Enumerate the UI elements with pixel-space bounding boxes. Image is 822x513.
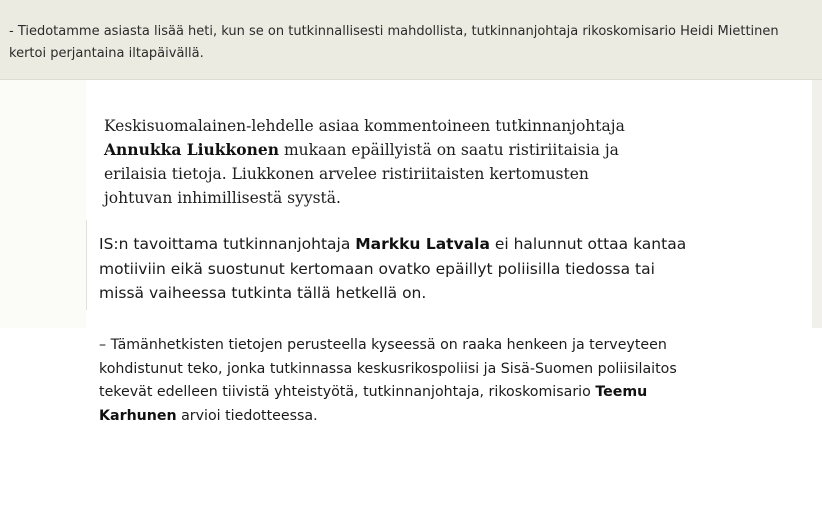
person-name-liukkonen: Annukka Liukkonen — [104, 140, 280, 159]
paragraph-text-before: Keskisuomalainen-lehdelle asiaa kommentoineen tutkinnanjohtaja — [104, 117, 625, 135]
paragraph-text-after: mukaan epäillyistä on saatu ristiriitaisia ja erilaisia tietoja. Liukkonen arvelee ristiriitaisten kertomusten johtuvan inhimillisestä syystä. — [104, 141, 619, 207]
article-paragraph-latvala — [99, 232, 689, 306]
article-paragraph-liukkonen — [104, 114, 644, 210]
top-quote-text: - Tiedotamme asiasta lisää heti, kun se on tutkinnallisesti mahdollista, tutkinnanjohtaja rikoskomisario Heidi Miettinen kertoi perjantaina iltapäivällä. — [9, 24, 779, 61]
paragraph-text-before: – Tämänhetkisten tietojen perusteella kyseessä on raaka henkeen ja terveyteen kohdistunut teko, jonka tutkinnassa keskusrikospoliisi ja Sisä-Suomen poliisilaitos tekevät edelleen tiivistä yhteistyötä, tutkinnanjohtaja, rikoskomisario — [99, 337, 677, 400]
article-paragraph-karhunen — [99, 334, 679, 428]
person-name-latvala: Markku Latvala — [355, 235, 490, 253]
paragraph-text-after: ei halunnut ottaa kantaa motiiviin eikä suostunut kertomaan ovatko epäillyt poliisilla tiedossa tai missä vaiheessa tutkinta tällä hetkellä on. — [99, 235, 687, 302]
person-name-karhunen: Teemu Karhunen — [99, 384, 648, 424]
paragraph-text-after: arvioi tiedotteessa. — [176, 407, 318, 424]
paragraph-text-before: IS:n tavoittama tutkinnanjohtaja — [99, 235, 356, 253]
left-margin-shade — [0, 80, 86, 328]
right-margin-strip — [812, 80, 822, 328]
top-quote-box — [0, 0, 822, 80]
